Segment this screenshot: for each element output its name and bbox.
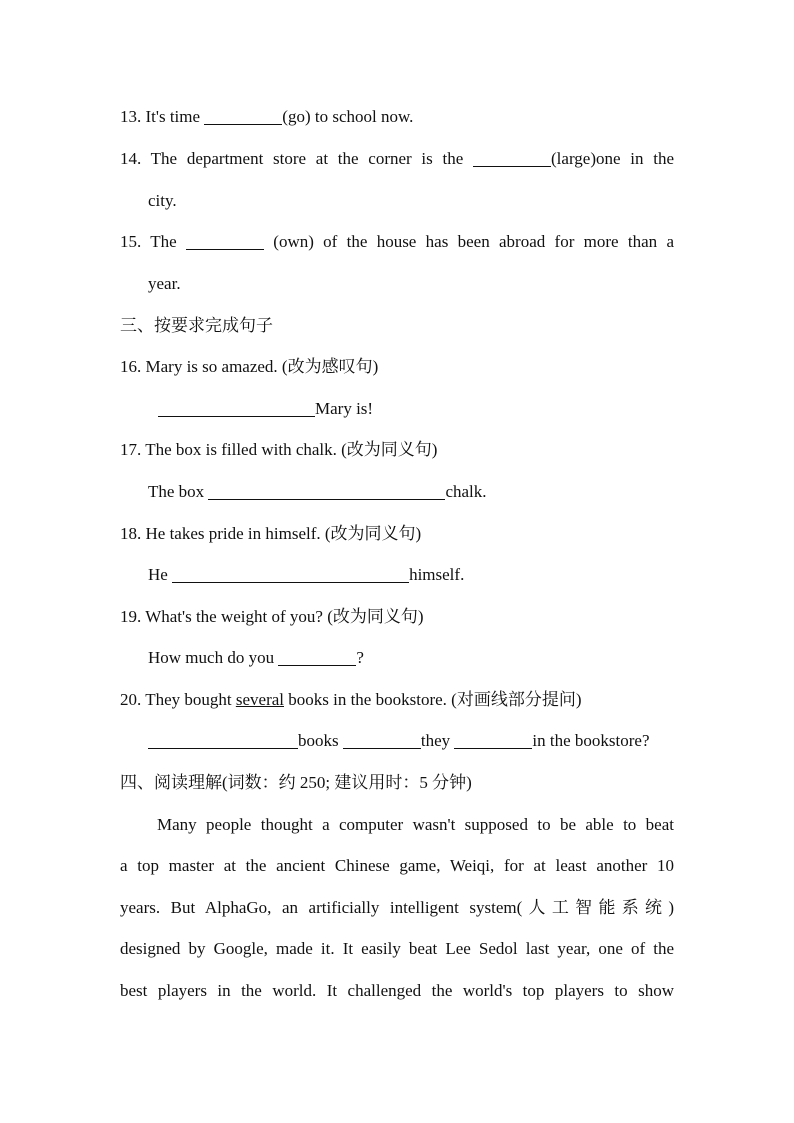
question-number: 13.	[120, 107, 142, 126]
answer-head: He	[148, 565, 173, 584]
question-15-continuation: year.	[148, 274, 181, 293]
question-14-continuation: city.	[148, 191, 177, 210]
answer-blank[interactable]	[454, 732, 532, 749]
answer-tail: in the bookstore?	[532, 731, 650, 750]
passage-line: designed by Google, made it. It easily beat Lee Sedol last year, one of the	[120, 939, 674, 958]
answer-word: they	[420, 731, 455, 750]
answer-blank[interactable]	[186, 233, 264, 250]
question-text: What's the weight of you? (改为同义句)	[145, 607, 424, 626]
answer-blank[interactable]	[208, 483, 445, 500]
question-16-answer	[158, 399, 373, 419]
question-text: (large)one in the	[551, 149, 675, 168]
question-number: 18.	[120, 524, 142, 543]
question-text: The	[150, 232, 186, 251]
question-19	[120, 607, 424, 627]
answer-blank[interactable]	[148, 732, 298, 749]
question-17	[120, 440, 437, 460]
question-text: The box is filled with chalk. (改为同义句)	[145, 440, 438, 459]
question-13	[120, 107, 413, 127]
section-3-title: 三、按要求完成句子	[120, 316, 273, 335]
question-text: (own) of the house has been abroad for more than a	[263, 232, 674, 251]
question-number: 17.	[120, 440, 142, 459]
question-text: It's time	[145, 107, 205, 126]
question-text: books in the bookstore. (对画线部分提问)	[284, 690, 582, 709]
answer-tail: chalk.	[445, 482, 487, 501]
question-text: He takes pride in himself. (改为同义句)	[145, 524, 422, 543]
passage-line: a top master at the ancient Chinese game, Weiqi, for at least another 10	[120, 856, 674, 875]
question-17-answer	[148, 482, 487, 502]
question-16	[120, 357, 378, 377]
answer-head: The box	[148, 482, 209, 501]
question-18-answer	[148, 565, 464, 585]
answer-tail: ?	[356, 648, 364, 667]
question-20-answer	[148, 731, 650, 751]
answer-tail: himself.	[409, 565, 465, 584]
answer-tail: Mary is!	[315, 399, 374, 418]
answer-blank[interactable]	[158, 400, 315, 417]
question-number: 14.	[120, 149, 142, 168]
question-number: 16.	[120, 357, 142, 376]
answer-blank[interactable]	[473, 150, 551, 167]
question-number: 19.	[120, 607, 142, 626]
answer-head: How much do you	[148, 648, 279, 667]
question-text: Mary is so amazed. (改为感叹句)	[145, 357, 379, 376]
passage-line: years. But AlphaGo, an artificially intelligent system(人工智能系统)	[120, 898, 674, 917]
question-number: 15.	[120, 232, 142, 251]
question-text: They bought	[145, 690, 236, 709]
question-number: 20.	[120, 690, 142, 709]
question-text: The department store at the corner is the	[150, 149, 474, 168]
question-18	[120, 524, 421, 544]
question-20	[120, 690, 581, 710]
question-14	[120, 149, 674, 169]
passage-line: best players in the world. It challenged the world's top players to show	[120, 981, 674, 1000]
answer-blank[interactable]	[172, 566, 409, 583]
passage-line: Many people thought a computer wasn't supposed to be able to beat	[157, 815, 674, 834]
underlined-word: several	[235, 690, 284, 709]
answer-blank[interactable]	[278, 649, 356, 666]
section-4-title: 四、阅读理解(词数：约 250; 建议用时：5 分钟)	[120, 773, 472, 792]
question-19-answer	[148, 648, 364, 668]
answer-blank[interactable]	[343, 732, 421, 749]
question-15	[120, 232, 674, 252]
question-text: (go) to school now.	[282, 107, 414, 126]
answer-blank[interactable]	[204, 108, 282, 125]
answer-word: books	[298, 731, 343, 750]
